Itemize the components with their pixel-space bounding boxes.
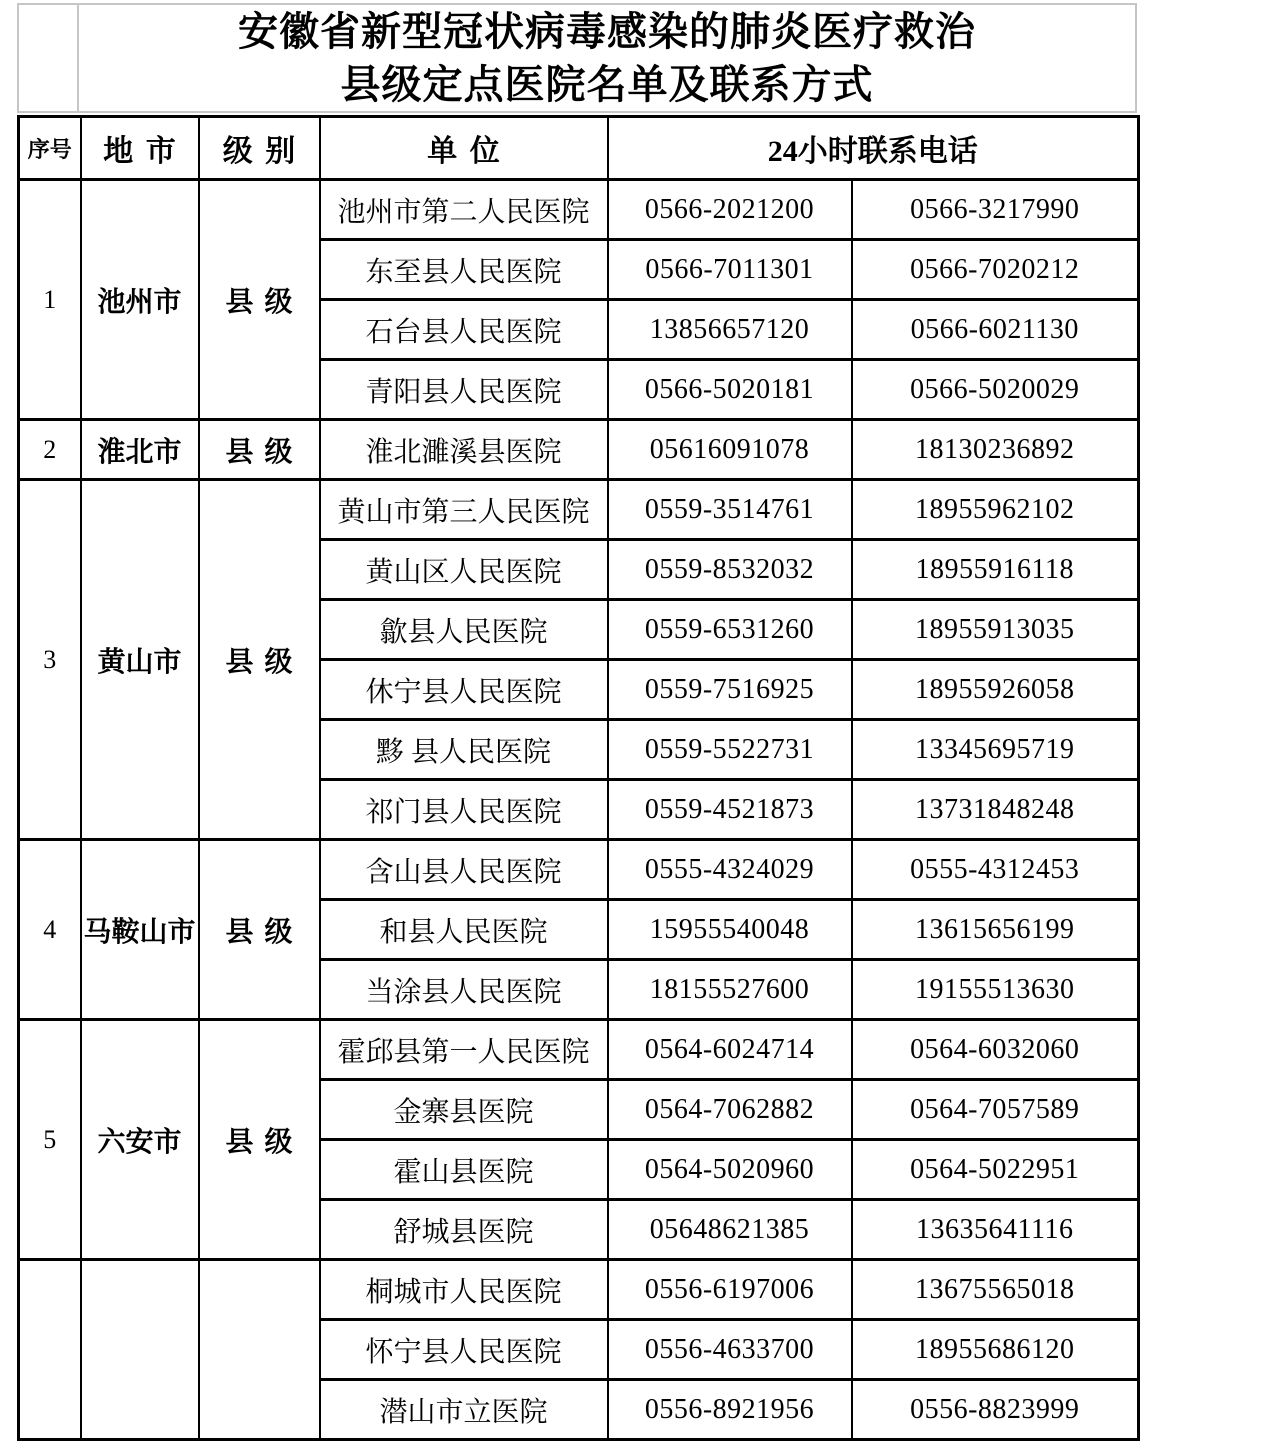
level-cell: 县 级 — [199, 180, 320, 420]
page-title-line2: 县级定点医院名单及联系方式 — [340, 62, 874, 107]
phone-primary-cell: 0564-5020960 — [608, 1140, 852, 1200]
phone-secondary-cell: 0564-5022951 — [852, 1140, 1139, 1200]
phone-secondary-cell: 0564-6032060 — [852, 1020, 1139, 1080]
phone-secondary-cell: 0555-4312453 — [852, 840, 1139, 900]
phone-secondary-cell: 19155513630 — [852, 960, 1139, 1020]
unit-cell: 和县人民医院 — [320, 900, 608, 960]
unit-cell: 潜山市立医院 — [320, 1380, 608, 1440]
phone-primary-cell: 0556-8921956 — [608, 1380, 852, 1440]
city-cell: 六安市 — [81, 1020, 199, 1260]
unit-cell: 桐城市人民医院 — [320, 1260, 608, 1320]
unit-cell: 黄山区人民医院 — [320, 540, 608, 600]
phone-primary-cell: 0556-6197006 — [608, 1260, 852, 1320]
seq-cell — [19, 1260, 81, 1440]
unit-cell: 池州市第二人民医院 — [320, 180, 608, 240]
phone-primary-cell: 0566-5020181 — [608, 360, 852, 420]
phone-secondary-cell: 13675565018 — [852, 1260, 1139, 1320]
header-phone: 24小时联系电话 — [608, 117, 1139, 180]
phone-primary-cell: 15955540048 — [608, 900, 852, 960]
seq-cell: 1 — [19, 180, 81, 420]
city-cell: 池州市 — [81, 180, 199, 420]
city-cell — [81, 1260, 199, 1440]
header-level: 级 别 — [199, 117, 320, 180]
phone-secondary-cell: 13635641116 — [852, 1200, 1139, 1260]
phone-primary-cell: 18155527600 — [608, 960, 852, 1020]
phone-primary-cell: 0566-7011301 — [608, 240, 852, 300]
phone-secondary-cell: 0556-8823999 — [852, 1380, 1139, 1440]
table-row — [19, 480, 1139, 540]
unit-cell: 东至县人民医院 — [320, 240, 608, 300]
city-cell: 黄山市 — [81, 480, 199, 840]
title-block — [17, 3, 1137, 113]
phone-primary-cell: 0559-8532032 — [608, 540, 852, 600]
phone-secondary-cell: 13731848248 — [852, 780, 1139, 840]
header-seq: 序号 — [19, 117, 81, 180]
unit-cell: 金寨县医院 — [320, 1080, 608, 1140]
phone-secondary-cell: 0564-7057589 — [852, 1080, 1139, 1140]
title-corner-cell — [19, 5, 79, 111]
level-cell: 县 级 — [199, 420, 320, 480]
phone-primary-cell: 0559-4521873 — [608, 780, 852, 840]
page-title-line1: 安徽省新型冠状病毒感染的肺炎医疗救治 — [238, 9, 976, 54]
level-cell: 县 级 — [199, 1020, 320, 1260]
phone-secondary-cell: 18955913035 — [852, 600, 1139, 660]
header-row — [19, 117, 1139, 180]
page-title — [79, 5, 1135, 111]
level-cell: 县 级 — [199, 840, 320, 1020]
level-cell — [199, 1260, 320, 1440]
city-cell: 马鞍山市 — [81, 840, 199, 1020]
unit-cell: 含山县人民医院 — [320, 840, 608, 900]
phone-secondary-cell: 0566-3217990 — [852, 180, 1139, 240]
phone-secondary-cell: 13345695719 — [852, 720, 1139, 780]
hospital-table-body — [19, 180, 1139, 1440]
level-cell: 县 级 — [199, 480, 320, 840]
table-row — [19, 420, 1139, 480]
city-cell: 淮北市 — [81, 420, 199, 480]
unit-cell: 怀宁县人民医院 — [320, 1320, 608, 1380]
seq-cell: 4 — [19, 840, 81, 1020]
hospital-table — [17, 115, 1140, 1441]
header-unit: 单 位 — [320, 117, 608, 180]
phone-primary-cell: 0564-7062882 — [608, 1080, 852, 1140]
table-row — [19, 840, 1139, 900]
seq-cell: 2 — [19, 420, 81, 480]
unit-cell: 霍邱县第一人民医院 — [320, 1020, 608, 1080]
unit-cell: 黄山市第三人民医院 — [320, 480, 608, 540]
phone-primary-cell: 0566-2021200 — [608, 180, 852, 240]
phone-primary-cell: 0564-6024714 — [608, 1020, 852, 1080]
unit-cell: 歙县人民医院 — [320, 600, 608, 660]
seq-cell: 3 — [19, 480, 81, 840]
phone-secondary-cell: 18955962102 — [852, 480, 1139, 540]
phone-secondary-cell: 0566-5020029 — [852, 360, 1139, 420]
unit-cell: 休宁县人民医院 — [320, 660, 608, 720]
phone-primary-cell: 0559-7516925 — [608, 660, 852, 720]
phone-primary-cell: 0559-5522731 — [608, 720, 852, 780]
unit-cell: 淮北濉溪县医院 — [320, 420, 608, 480]
phone-secondary-cell: 0566-6021130 — [852, 300, 1139, 360]
unit-cell: 石台县人民医院 — [320, 300, 608, 360]
unit-cell: 舒城县医院 — [320, 1200, 608, 1260]
phone-primary-cell: 05616091078 — [608, 420, 852, 480]
phone-primary-cell: 0555-4324029 — [608, 840, 852, 900]
unit-cell: 祁门县人民医院 — [320, 780, 608, 840]
phone-secondary-cell: 18955926058 — [852, 660, 1139, 720]
phone-primary-cell: 13856657120 — [608, 300, 852, 360]
phone-primary-cell: 0559-3514761 — [608, 480, 852, 540]
unit-cell: 霍山县医院 — [320, 1140, 608, 1200]
seq-cell: 5 — [19, 1020, 81, 1260]
phone-primary-cell: 0556-4633700 — [608, 1320, 852, 1380]
phone-primary-cell: 0559-6531260 — [608, 600, 852, 660]
unit-cell: 青阳县人民医院 — [320, 360, 608, 420]
phone-secondary-cell: 0566-7020212 — [852, 240, 1139, 300]
table-row — [19, 1020, 1139, 1080]
phone-secondary-cell: 18130236892 — [852, 420, 1139, 480]
unit-cell: 当涂县人民医院 — [320, 960, 608, 1020]
header-city: 地 市 — [81, 117, 199, 180]
phone-secondary-cell: 13615656199 — [852, 900, 1139, 960]
phone-secondary-cell: 18955686120 — [852, 1320, 1139, 1380]
unit-cell: 黟 县人民医院 — [320, 720, 608, 780]
table-row — [19, 180, 1139, 240]
phone-secondary-cell: 18955916118 — [852, 540, 1139, 600]
table-row — [19, 1260, 1139, 1320]
phone-primary-cell: 05648621385 — [608, 1200, 852, 1260]
